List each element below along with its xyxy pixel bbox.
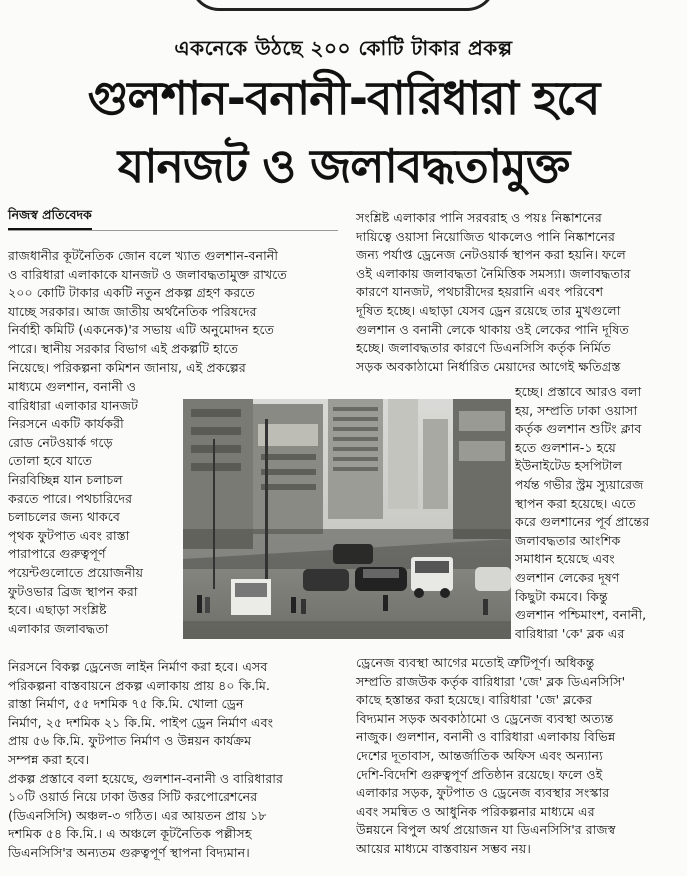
text-line: মাধ্যমে গুলশান, বনানী ও [8,379,137,394]
text-line: উন্নয়নে বিপুল অর্থ প্রয়োজন যা ডিএনসিসি'র রাজস্ব [356,822,616,838]
left-column-top [8,247,338,377]
text-line: নির্মাণ, ২৫ দশমিক ২১ কি.মি. পাইপ ড্রেন নির্মাণ এবং [8,714,274,730]
text-line: হবে। এছাড়া সংশ্লিষ্ট [8,602,107,618]
text-line: দায়িত্বে ওয়াসা নিয়োজিত থাকলেও পানি নিষ্কাশনের [356,228,615,244]
text-line: দূষিত হচ্ছে। এছাড়া যেসব ড্রেন রয়েছে তার মুখগুলো [356,302,621,318]
text-line: পৃথক ফুটপাত এবং রাস্তা [8,527,130,543]
masthead-ornament [190,0,496,11]
text-line: নির্বাহী কমিটি (একনেক)'র সভায় এটি অনুমোদন হতে [8,322,275,338]
text-line: ও বারিধারা এলাকাকে যানজট ও জলাবদ্ধতামুক্ত রাখতে [8,266,287,282]
text-line: প্রায় ৫৬ কি.মি. ফুটপাত নির্মাণ ও উন্নয়ন কার্যক্রম [8,733,252,749]
text-line: বিদ্যমান সড়ক অবকাঠামো ও ড্রেনেজ ব্যবস্থা অত্যন্ত [356,710,614,726]
text-line: হচ্ছে। জলাবদ্ধতার কারণে ডিএনসিসি কর্তৃক নির্মিত [356,340,611,356]
text-line: জন্য পর্যাপ্ত ড্রেনেজ নেটওয়ার্ক স্থাপন করা হয়নি। ফলে [356,247,626,263]
text-line: করে গুলশানের পূর্ব প্রান্তের [515,514,650,530]
text-line: রোড নেটওয়ার্ক গড়ে [8,434,113,450]
text-line: পরিকল্পনা বাস্তবায়নে প্রকল্প এলাকায় প্রায় ৪০ কি.মি. [8,677,270,693]
left-column-bottom [8,658,338,863]
text-line: রাস্তা নির্মাণ, ৫৫ দশমিক ৭৫ কি.মি. খোলা ড্রেন [8,696,244,712]
text-line: এলাকার জলাবদ্ধতা [8,620,109,636]
text-line: কিছুটা কমবে। কিন্তু [515,588,608,604]
text-line: বারিধারা এলাকার যানজট [8,397,139,413]
text-line: তোলা হবে যাতে [8,453,92,469]
street-scene-illustration [183,399,511,639]
text-line: দেশি-বিদেশি গুরুত্বপূর্ণ প্রতিষ্ঠান রয়েছে। ফলে ওই [356,766,603,782]
byline: নিজস্ব প্রতিবেদক [8,207,92,230]
left-column-rule [8,230,338,231]
text-line: দেশের দূতাবাস, আন্তর্জাতিক অফিস এবং অন্যান্য [356,747,603,763]
text-line: পারাপারে গুরুত্বপূর্ণ [8,546,106,562]
text-line: ড্রেনেজ ব্যবস্থা আগের মতোই ত্রুটিপূর্ণ। অধিকন্তু [356,655,595,670]
text-line: নিরসনে একটি কার্যকরী [8,416,124,432]
text-line: কর্তৃক গুলশান শুটিং ক্লাব [515,421,642,437]
text-line: হয়, সম্প্রতি ঢাকা ওয়াসা [515,402,638,418]
text-line: পয়েন্টগুলোতে প্রয়োজনীয় [8,564,144,580]
text-line: কারণে যানজট, পথচারীদের হয়রানি এবং পরিবেশ [356,284,604,300]
text-line: সড়ক অবকাঠামো নির্ধারিত মেয়াদের আগেই ক্ষতিগ্রস্ত [356,358,621,374]
text-line: নাজুক। গুলশান, বনানী ও বারিধারা এলাকায় বিভিন্ন [356,729,616,745]
text-line: নিরসনে বিকল্প ড্রেনেজ লাইন নির্মাণ করা হবে। এসব [8,659,268,674]
text-line: সমাধান হয়েছে এবং [515,551,615,567]
text-line: (ডিএনসিসি) অঞ্চল-৩ গঠিত। এর আয়তন প্রায় ১৮ [8,807,267,823]
text-line: করতে পারে। পথচারিদের [8,490,133,506]
text-line: আয়ের মাধ্যমে বাস্তবায়ন সম্ভব নয়। [356,840,531,856]
text-line: গুলশান ও বনানী লেকে থাকায় ওই লেকের পানি দূষিত [356,321,629,337]
left-column-wrap [8,378,180,638]
right-column-wrap [515,383,680,643]
text-line: পারে। স্থানীয় সরকার বিভাগ এই প্রকল্পটি হাতে [8,340,239,356]
kicker: একনেকে উঠছে ২০০ কোটি টাকার প্রকল্প [174,36,513,60]
headline-line-2: যানজট ও জলাবদ্ধতামুক্ত [117,139,570,193]
text-line: দশমিক ৫৪ কি.মি.। এ অঞ্চলে কূটনৈতিক পল্লীসহ [8,826,252,842]
text-line: এবং সমন্বিত ও আধুনিক পরিকল্পনার মাধ্যমে এর [356,803,595,819]
text-line: ফুটওভার ব্রিজ স্থাপন করা [8,583,138,599]
text-line: সম্পন্ন করা হবে। [8,751,90,767]
right-column-bottom [356,654,678,859]
text-line: ডিএনসিসি'র অন্যতম গুরুত্বপূর্ণ স্থাপনা বিদ্যমান। [8,844,250,860]
text-line: পর্যন্ত গভীর স্ট্রম স্যুয়ারেজ [515,476,644,492]
text-line: গুলশান লেকের দূষণ [515,569,620,585]
right-column-top [356,209,678,376]
text-line: যাচ্ছে সরকার। আজ জাতীয় অর্থনৈতিক পরিষদের [8,303,257,319]
text-line: ২০০ কোটি টাকার একটি নতুন প্রকল্প গ্রহণ করতে [8,285,255,301]
text-line: নিরবিচ্ছিন্ন যান চলাচল [8,471,123,487]
text-line: গুলশান পশ্চিমাংশ, বনানী, [515,607,647,623]
text-line: চলাচলের জন্য থাকবে [8,509,120,525]
text-line: স্থাপন করা হয়েছে। এতে [515,495,636,511]
text-line: জলাবদ্ধতার আংশিক [515,532,621,548]
text-line: নিয়েছে। পরিকল্পনা কমিশন জানায়, এই প্রকল্পের [8,359,246,375]
news-photo-street-traffic [183,399,511,639]
text-line: ওই এলাকায় জলাবদ্ধতা নৈমিত্তিক সমস্যা। জলাবদ্ধতার [356,265,631,281]
text-line: রাজধানীর কূটনৈতিক জোন বলে খ্যাত গুলশান-বনানী [8,248,278,263]
text-line: ১০টি ওয়ার্ড নিয়ে ঢাকা উত্তর সিটি করপোরেশনের [8,789,258,805]
text-line: সংশ্লিষ্ট এলাকার পানি সরবরাহ ও পয়ঃ নিষ্কাশনের [356,210,602,225]
text-line: হচ্ছে। প্রস্তাবে আরও বলা [515,384,642,399]
text-line: সম্প্রতি রাজউক কর্তৃক বারিধারা 'জে' ব্লক ডিএনসিসি' [356,673,626,689]
text-line: ইউনাইটেড হসপিটাল [515,458,623,474]
text-line: হতে গুলশান-১ হয়ে [515,439,616,455]
text-line: কাছে হস্তান্তর করা হয়েছে। বারিধারা 'জে' ব্লকের [356,692,593,708]
headline-line-1: গুলশান-বনানী-বারিধারা হবে [87,71,600,125]
text-line: প্রকল্প প্রস্তাবে বলা হয়েছে, গুলশান-বনানী ও বারিধারার [8,770,283,786]
text-line: বারিধারা 'কে' ব্লক এর [515,625,625,641]
text-line: এলাকার সড়ক, ফুটপাত ও ড্রেনেজ ব্যবস্থার সংস্কার [356,785,610,801]
